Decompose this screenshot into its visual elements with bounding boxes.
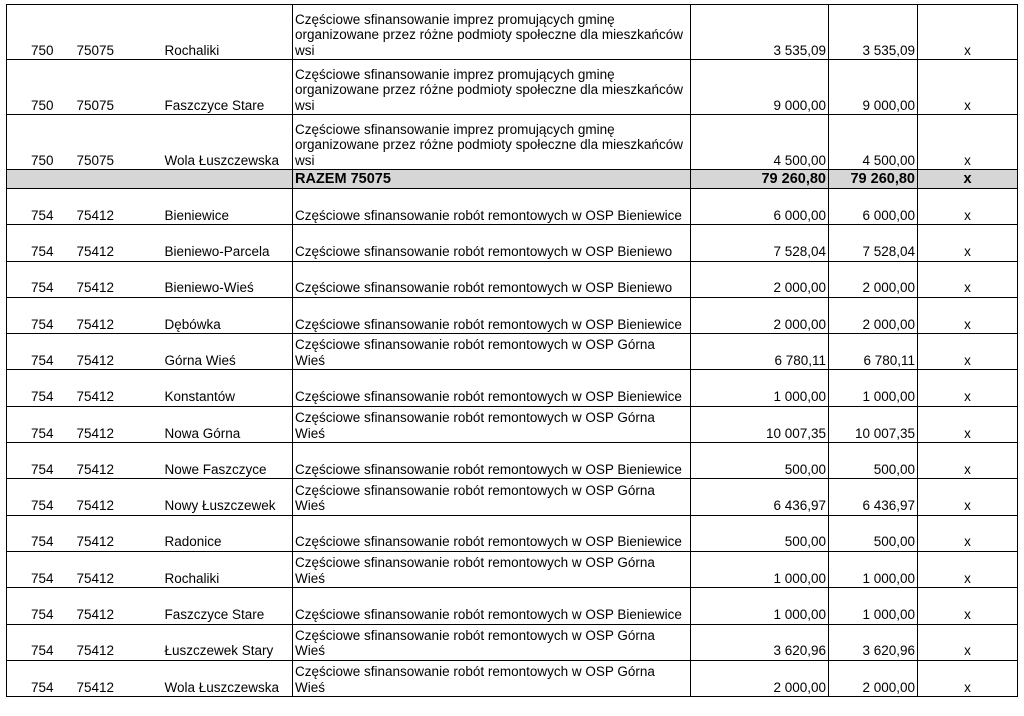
table-row [7, 370, 1018, 406]
amount-1-cell: 500,00 [691, 515, 829, 551]
budget-table [6, 4, 1018, 697]
rozdzial-cell: 75075 [69, 60, 163, 115]
summary-blank [7, 170, 293, 189]
x-cell: x [918, 334, 1018, 370]
miejscowosc-cell: Rochaliki [163, 5, 293, 60]
amount-2-cell: 3 535,09 [829, 5, 918, 60]
dzial-cell: 754 [7, 515, 69, 551]
amount-1-cell: 1 000,00 [691, 370, 829, 406]
opis-cell: Częściowe sfinansowanie robót remontowych w OSP Bieniewice [293, 515, 691, 551]
section-750 [7, 5, 1018, 170]
rozdzial-cell: 75412 [69, 225, 163, 261]
opis-cell: Częściowe sfinansowanie robót remontowych w OSP Górna Wieś [293, 624, 691, 660]
dzial-cell: 754 [7, 189, 69, 225]
miejscowosc-cell: Rochaliki [163, 551, 293, 587]
summary-label: RAZEM 75075 [293, 170, 691, 189]
x-cell: x [918, 225, 1018, 261]
amount-1-cell: 6 780,11 [691, 334, 829, 370]
amount-1-cell: 6 000,00 [691, 189, 829, 225]
summary-x: x [918, 170, 1018, 189]
opis-cell: Częściowe sfinansowanie robót remontowych w OSP Bieniewice [293, 443, 691, 479]
dzial-cell: 754 [7, 334, 69, 370]
amount-2-cell: 500,00 [829, 443, 918, 479]
amount-2-cell: 6 436,97 [829, 479, 918, 515]
dzial-cell: 754 [7, 443, 69, 479]
rozdzial-cell: 75412 [69, 406, 163, 442]
table-row [7, 624, 1018, 660]
miejscowosc-cell: Radonice [163, 515, 293, 551]
opis-cell: Częściowe sfinansowanie robót remontowych w OSP Bieniewo [293, 225, 691, 261]
dzial-cell: 754 [7, 297, 69, 333]
x-cell: x [918, 479, 1018, 515]
amount-2-cell: 500,00 [829, 515, 918, 551]
table-row [7, 443, 1018, 479]
table-row [7, 479, 1018, 515]
miejscowosc-cell: Faszczyce Stare [163, 588, 293, 624]
table-row [7, 115, 1018, 170]
x-cell: x [918, 588, 1018, 624]
opis-cell: Częściowe sfinansowanie robót remontowych w OSP Bieniewice [293, 297, 691, 333]
table-row [7, 406, 1018, 442]
amount-2-cell: 1 000,00 [829, 370, 918, 406]
dzial-cell: 754 [7, 624, 69, 660]
x-cell: x [918, 660, 1018, 696]
dzial-cell: 754 [7, 588, 69, 624]
dzial-cell: 750 [7, 60, 69, 115]
x-cell: x [918, 261, 1018, 297]
table-row [7, 60, 1018, 115]
summary-section [7, 170, 1018, 189]
miejscowosc-cell: Wola Łuszczewska [163, 115, 293, 170]
rozdzial-cell: 75412 [69, 370, 163, 406]
opis-cell: Częściowe sfinansowanie robót remontowych w OSP Górna Wieś [293, 406, 691, 442]
rozdzial-cell: 75412 [69, 443, 163, 479]
x-cell: x [918, 297, 1018, 333]
x-cell: x [918, 115, 1018, 170]
opis-cell: Częściowe sfinansowanie imprez promujących gminę organizowane przez różne podmioty społeczne dla mieszkańców wsi [293, 60, 691, 115]
amount-1-cell: 2 000,00 [691, 297, 829, 333]
amount-1-cell: 10 007,35 [691, 406, 829, 442]
opis-cell: Częściowe sfinansowanie robót remontowych w OSP Górna Wieś [293, 551, 691, 587]
amount-2-cell: 9 000,00 [829, 60, 918, 115]
amount-1-cell: 1 000,00 [691, 588, 829, 624]
opis-cell: Częściowe sfinansowanie robót remontowych w OSP Bieniewo [293, 261, 691, 297]
opis-cell: Częściowe sfinansowanie robót remontowych w OSP Górna Wieś [293, 334, 691, 370]
amount-1-cell: 1 000,00 [691, 551, 829, 587]
rozdzial-cell: 75412 [69, 515, 163, 551]
opis-cell: Częściowe sfinansowanie robót remontowych w OSP Bieniewice [293, 370, 691, 406]
miejscowosc-cell: Bieniewo-Parcela [163, 225, 293, 261]
opis-cell: Częściowe sfinansowanie imprez promujących gminę organizowane przez różne podmioty społeczne dla mieszkańców wsi [293, 115, 691, 170]
table-row [7, 5, 1018, 60]
amount-2-cell: 6 780,11 [829, 334, 918, 370]
rozdzial-cell: 75412 [69, 297, 163, 333]
rozdzial-cell: 75412 [69, 624, 163, 660]
rozdzial-cell: 75412 [69, 334, 163, 370]
miejscowosc-cell: Wola Łuszczewska [163, 660, 293, 696]
x-cell: x [918, 60, 1018, 115]
amount-1-cell: 3 620,96 [691, 624, 829, 660]
table-row [7, 189, 1018, 225]
x-cell: x [918, 551, 1018, 587]
amount-2-cell: 6 000,00 [829, 189, 918, 225]
opis-cell: Częściowe sfinansowanie robót remontowych w OSP Bieniewice [293, 189, 691, 225]
rozdzial-cell: 75412 [69, 261, 163, 297]
opis-cell: Częściowe sfinansowanie imprez promujących gminę organizowane przez różne podmioty społeczne dla mieszkańców wsi [293, 5, 691, 60]
amount-1-cell: 9 000,00 [691, 60, 829, 115]
summary-amount-1: 79 260,80 [691, 170, 829, 189]
amount-1-cell: 500,00 [691, 443, 829, 479]
opis-cell: Częściowe sfinansowanie robót remontowych w OSP Bieniewice [293, 588, 691, 624]
table-row [7, 515, 1018, 551]
miejscowosc-cell: Nowe Faszczyce [163, 443, 293, 479]
table-row [7, 225, 1018, 261]
x-cell: x [918, 370, 1018, 406]
miejscowosc-cell: Konstantów [163, 370, 293, 406]
amount-2-cell: 1 000,00 [829, 588, 918, 624]
amount-1-cell: 3 535,09 [691, 5, 829, 60]
dzial-cell: 754 [7, 551, 69, 587]
opis-cell: Częściowe sfinansowanie robót remontowych w OSP Górna Wieś [293, 660, 691, 696]
rozdzial-cell: 75412 [69, 189, 163, 225]
rozdzial-cell: 75075 [69, 115, 163, 170]
rozdzial-cell: 75075 [69, 5, 163, 60]
amount-1-cell: 2 000,00 [691, 660, 829, 696]
amount-1-cell: 6 436,97 [691, 479, 829, 515]
amount-1-cell: 2 000,00 [691, 261, 829, 297]
rozdzial-cell: 75412 [69, 588, 163, 624]
table-row [7, 660, 1018, 696]
rozdzial-cell: 75412 [69, 551, 163, 587]
miejscowosc-cell: Dębówka [163, 297, 293, 333]
section-754 [7, 189, 1018, 697]
x-cell: x [918, 189, 1018, 225]
x-cell: x [918, 5, 1018, 60]
x-cell: x [918, 515, 1018, 551]
amount-2-cell: 2 000,00 [829, 261, 918, 297]
x-cell: x [918, 443, 1018, 479]
amount-2-cell: 10 007,35 [829, 406, 918, 442]
amount-1-cell: 4 500,00 [691, 115, 829, 170]
table-row [7, 551, 1018, 587]
dzial-cell: 754 [7, 225, 69, 261]
dzial-cell: 754 [7, 406, 69, 442]
amount-2-cell: 3 620,96 [829, 624, 918, 660]
rozdzial-cell: 75412 [69, 660, 163, 696]
dzial-cell: 754 [7, 479, 69, 515]
amount-2-cell: 4 500,00 [829, 115, 918, 170]
dzial-cell: 754 [7, 261, 69, 297]
miejscowosc-cell: Łuszczewek Stary [163, 624, 293, 660]
dzial-cell: 754 [7, 370, 69, 406]
table-row [7, 588, 1018, 624]
miejscowosc-cell: Bieniewo-Wieś [163, 261, 293, 297]
table-row [7, 261, 1018, 297]
miejscowosc-cell: Nowy Łuszczewek [163, 479, 293, 515]
opis-cell: Częściowe sfinansowanie robót remontowych w OSP Górna Wieś [293, 479, 691, 515]
dzial-cell: 750 [7, 115, 69, 170]
amount-1-cell: 7 528,04 [691, 225, 829, 261]
miejscowosc-cell: Górna Wieś [163, 334, 293, 370]
amount-2-cell: 2 000,00 [829, 297, 918, 333]
miejscowosc-cell: Faszczyce Stare [163, 60, 293, 115]
miejscowosc-cell: Nowa Górna [163, 406, 293, 442]
amount-2-cell: 2 000,00 [829, 660, 918, 696]
miejscowosc-cell: Bieniewice [163, 189, 293, 225]
rozdzial-cell: 75412 [69, 479, 163, 515]
summary-row [7, 170, 1018, 189]
dzial-cell: 750 [7, 5, 69, 60]
x-cell: x [918, 624, 1018, 660]
summary-amount-2: 79 260,80 [829, 170, 918, 189]
table-row [7, 334, 1018, 370]
dzial-cell: 754 [7, 660, 69, 696]
amount-2-cell: 1 000,00 [829, 551, 918, 587]
table-row [7, 297, 1018, 333]
amount-2-cell: 7 528,04 [829, 225, 918, 261]
x-cell: x [918, 406, 1018, 442]
